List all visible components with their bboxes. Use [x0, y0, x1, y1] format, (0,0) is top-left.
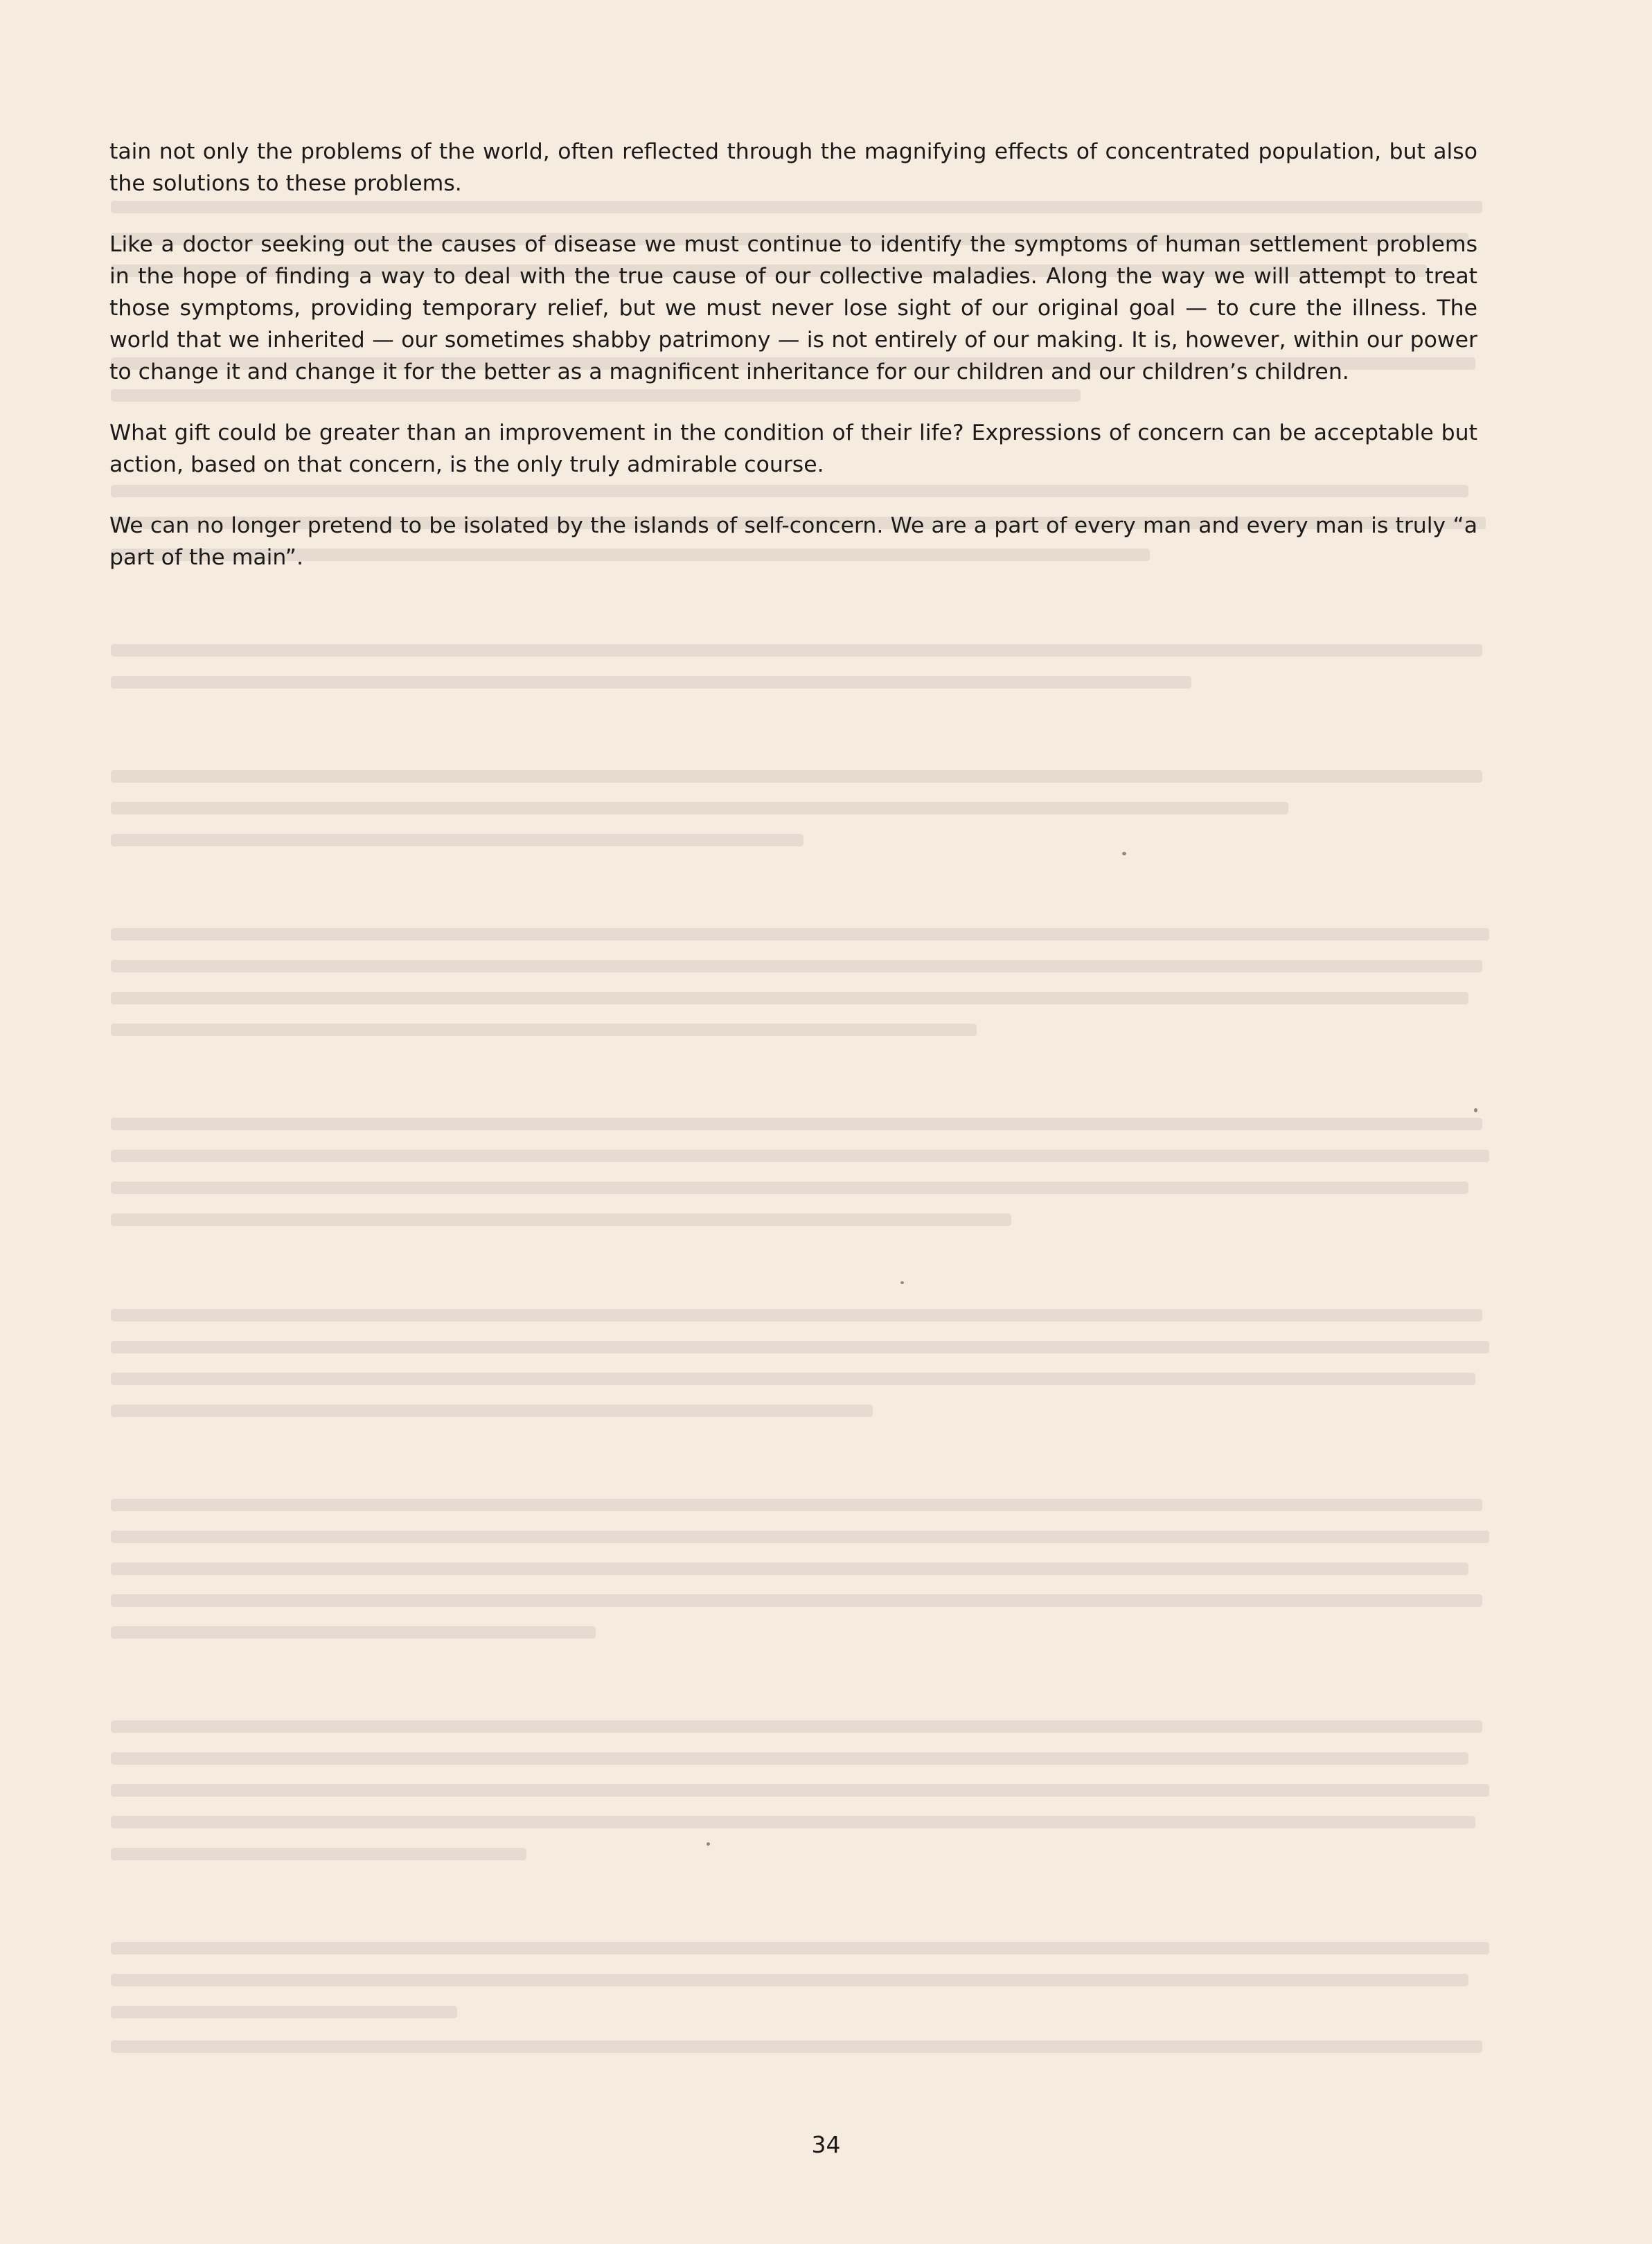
paragraph-4: We can no longer pretend to be isolated by the islands of self-concern. We are a part of every man and every man is truly “a part of the main”.: [109, 513, 1477, 570]
paragraph-2: Like a doctor seeking out the causes of disease we must continue to identify the symptoms of human settlement problems in the hope of finding a way to deal with the true cause of our collective maladies. Along the way we will attempt to treat those symptoms, providing temporary relief, but we must never lose sight of our original goal — to cure the illness. The world that we inherited — our sometimes shabby patrimony — is not entirely of our making. It is, however, within our power to change it and change it for the better as a magnificent inheritance for our children and our children’s children.: [109, 232, 1477, 384]
body-text: [109, 136, 1477, 603]
paper-speck: [900, 1281, 904, 1284]
paper-speck: [1474, 1108, 1477, 1112]
paragraph-3: What gift could be greater than an improvement in the condition of their life? Expressions of concern can be acceptable but action, based on that concern, is the only truly admirable course.: [109, 420, 1477, 477]
page-number: 34: [811, 2131, 841, 2158]
paper-speck: [1122, 852, 1126, 855]
paragraph-1: tain not only the problems of the world, often reflected through the magnifying effects of concentrated population, but also the solutions to these problems.: [109, 139, 1477, 196]
paper-speck: [707, 1842, 710, 1846]
